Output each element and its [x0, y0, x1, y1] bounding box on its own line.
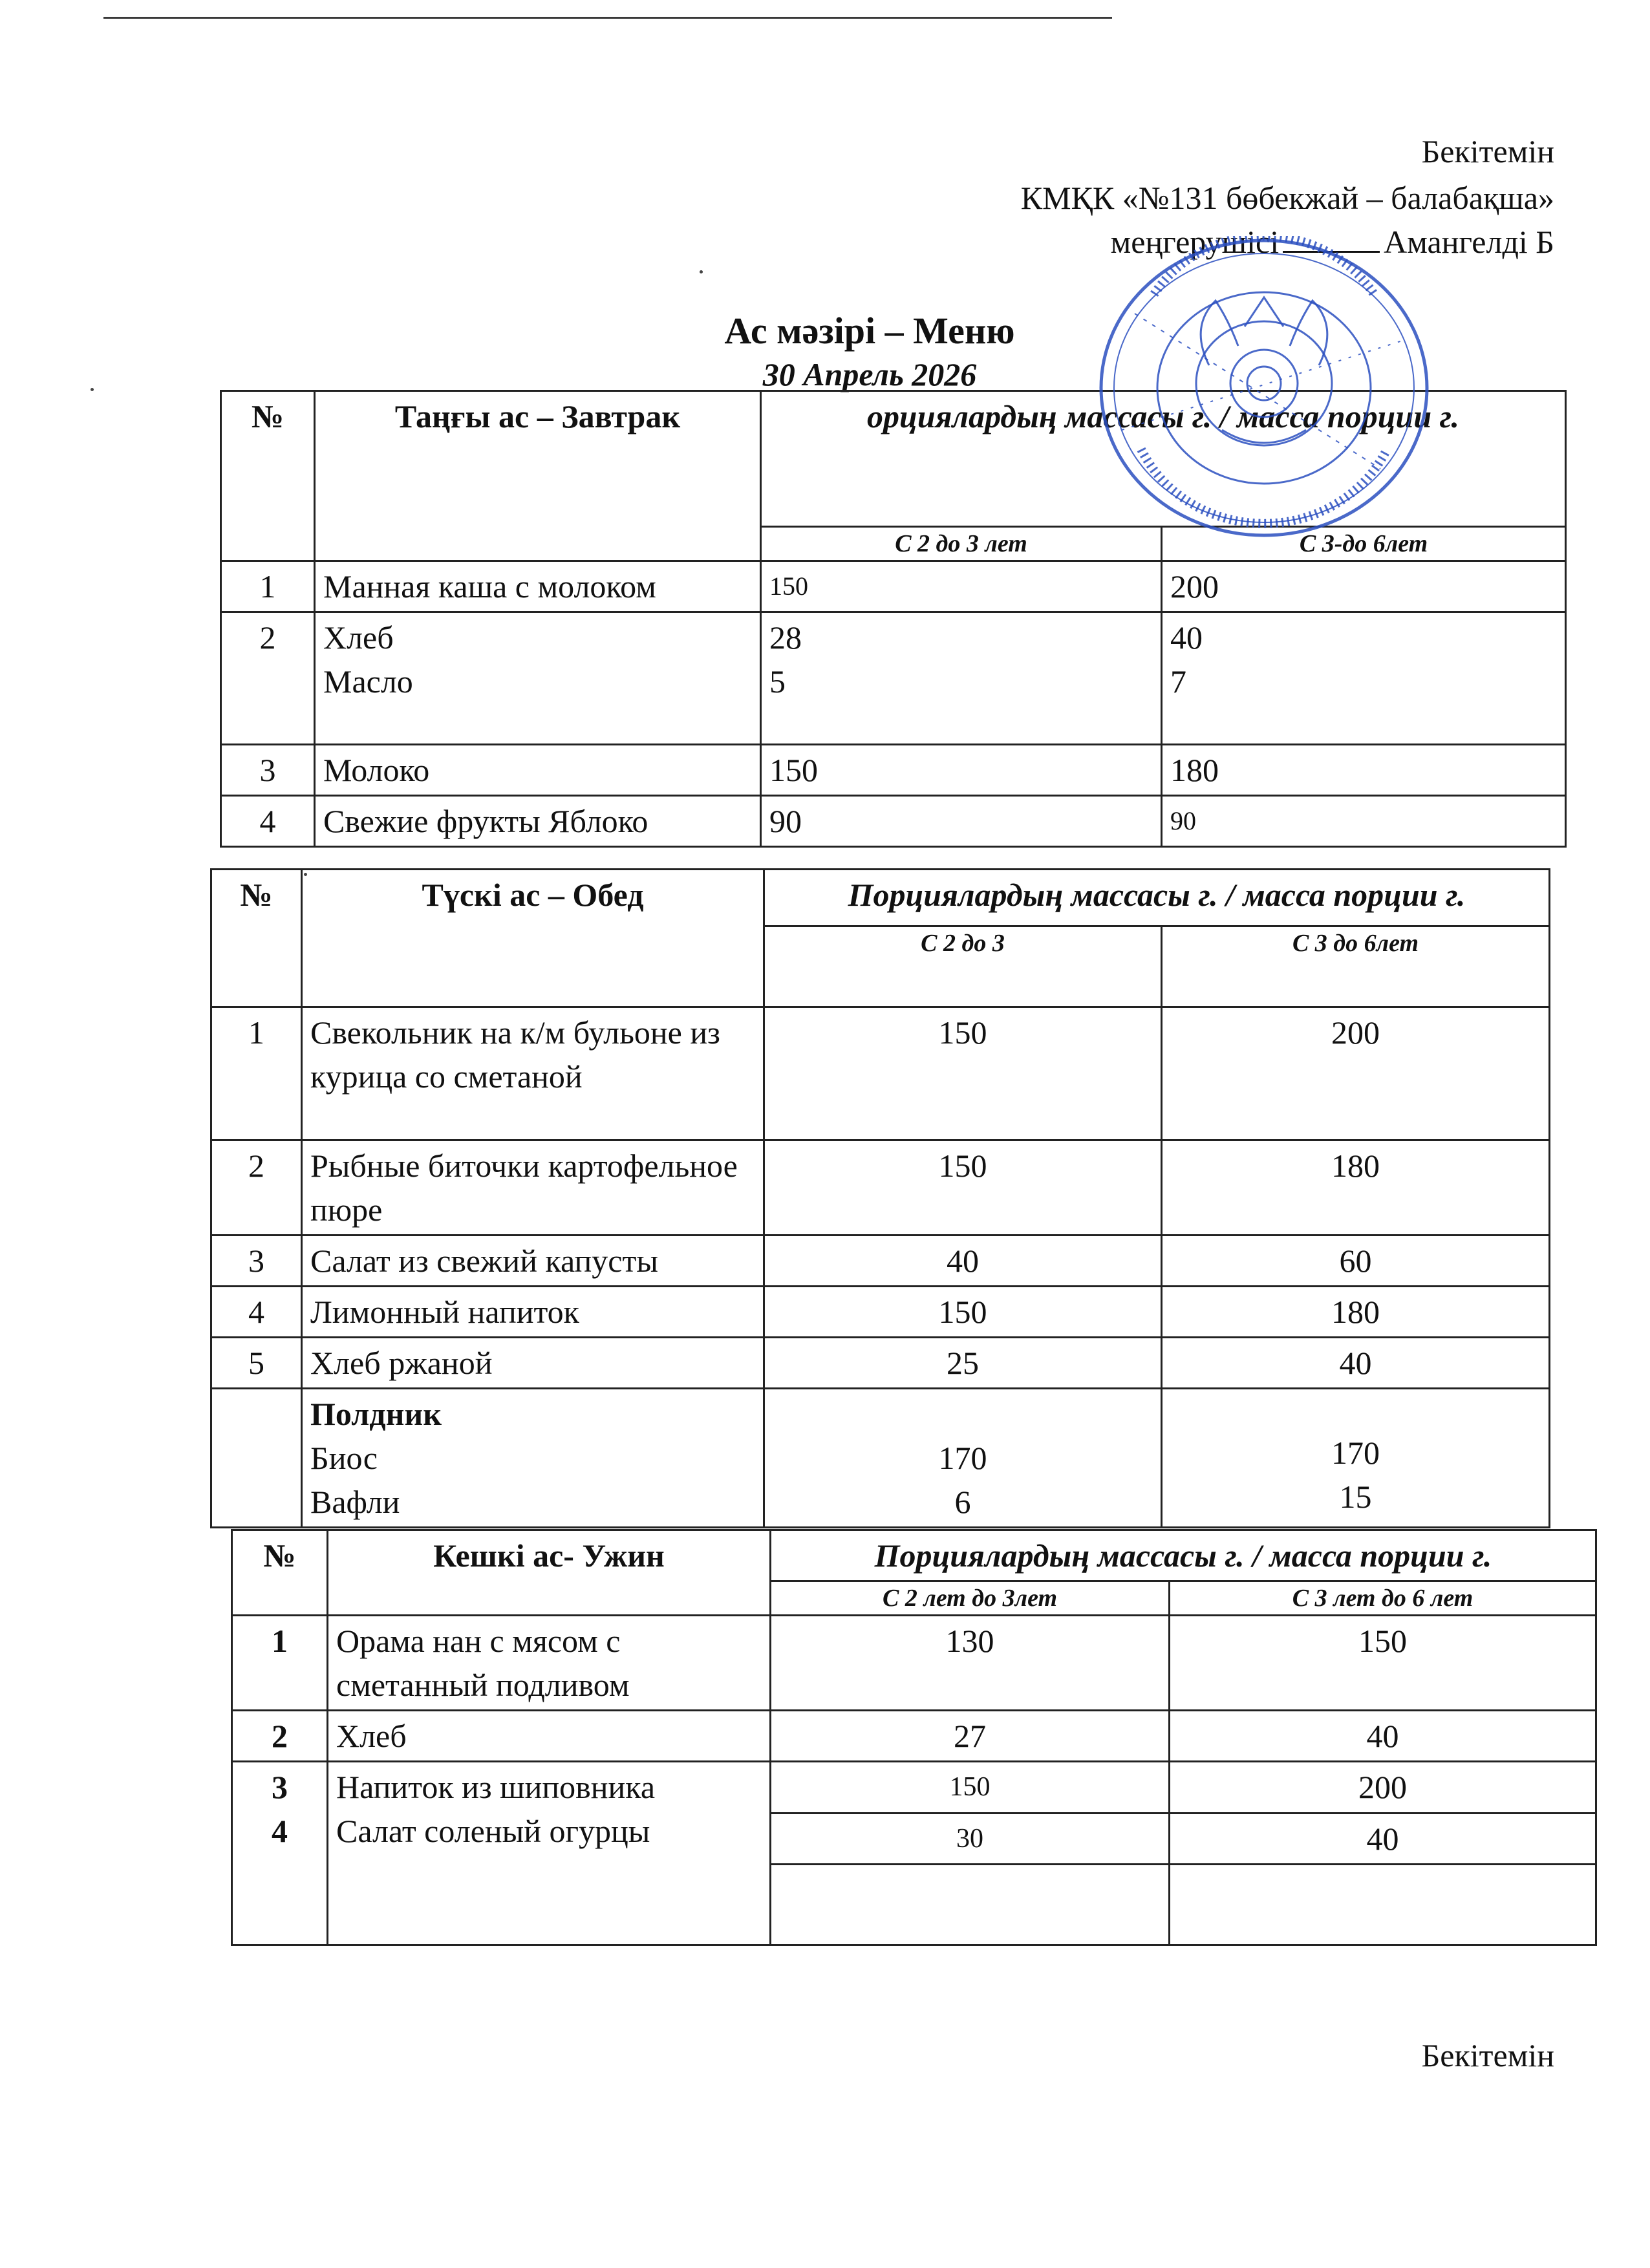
portion-cell [761, 612, 1162, 745]
table-row [211, 1287, 1550, 1338]
dish-name: Салат соленый огурцы [336, 1813, 650, 1849]
portion-cell [1162, 1389, 1550, 1528]
row-number-empty [211, 1389, 302, 1528]
breakfast-name-header: Таңғы ас – Завтрак [315, 391, 761, 561]
portion-value: 40 [1162, 1338, 1550, 1389]
row-number: 3 [272, 1769, 288, 1805]
dish-name: Биос [310, 1440, 378, 1476]
dish-name: Напиток из шиповника [336, 1769, 656, 1805]
footer-approve-label: Бекітемін [1421, 2037, 1554, 2073]
portion-value: 200 [1162, 561, 1566, 612]
portion-value: 180 [1162, 1140, 1550, 1236]
table-row [221, 561, 1566, 612]
portion-value: 150 [764, 1140, 1162, 1236]
portion-value: 170 [938, 1440, 987, 1476]
portion-cell [1162, 612, 1566, 745]
breakfast-no-header: № [221, 391, 315, 561]
lunch-table [210, 868, 1550, 1528]
dish-name: Манная каша с молоком [315, 561, 761, 612]
portion-value: 170 [1331, 1435, 1380, 1471]
portion-value: 90 [761, 796, 1162, 847]
empty-cell [771, 1865, 1170, 1945]
table-row [232, 1762, 1596, 1813]
row-number: 2 [232, 1711, 328, 1762]
portion-value: 40 [1170, 1711, 1596, 1762]
portion-value: 60 [1162, 1236, 1550, 1287]
dish-name: Масло [323, 663, 413, 700]
portion-value: 40 [764, 1236, 1162, 1287]
dish-name: Рыбные биточки картофельное пюре [302, 1140, 764, 1236]
snack-title: Полдник [310, 1396, 442, 1432]
dish-name: Вафли [310, 1484, 400, 1520]
row-number: 4 [221, 796, 315, 847]
scan-edge-line [103, 17, 1112, 19]
manager-label: меңгерушісі [1110, 224, 1280, 260]
manager-name: Амангелді Б [1384, 224, 1554, 260]
table-row [211, 1338, 1550, 1389]
official-stamp [1096, 236, 1432, 540]
portion-value: 40 [1170, 619, 1203, 656]
portion-value: 5 [769, 663, 786, 700]
row-number: 5 [211, 1338, 302, 1389]
row-number: 3 [211, 1236, 302, 1287]
table-row [221, 796, 1566, 847]
dinner-age-2: С 3 лет до 6 лет [1170, 1581, 1596, 1616]
table-row [232, 1711, 1596, 1762]
row-number: 1 [211, 1007, 302, 1140]
breakfast-age-2: С 3-до 6лет [1162, 527, 1566, 561]
scan-dot [700, 270, 703, 273]
dinner-name-header: Кешкі ас- Ужин [328, 1530, 771, 1616]
row-number: 2 [211, 1140, 302, 1236]
lunch-age-1: С 2 до 3 [764, 926, 1162, 1007]
portion-value: 30 [771, 1813, 1170, 1865]
table-row [221, 745, 1566, 796]
menu-date: 30 Апрель 2026 [762, 356, 977, 392]
breakfast-age-1: С 2 до 3 лет [761, 527, 1162, 561]
snack-row [211, 1389, 1550, 1528]
row-number: 1 [221, 561, 315, 612]
portion-value: 150 [761, 561, 1162, 612]
row-number: 1 [232, 1616, 328, 1711]
dinner-age-1: С 2 лет до 3лет [771, 1581, 1170, 1616]
dish-name: Хлеб ржаной [302, 1338, 764, 1389]
approve-label: Бекітемін [1421, 133, 1554, 169]
table-row [232, 1616, 1596, 1711]
portion-cell [764, 1389, 1162, 1528]
dish-name: Молоко [315, 745, 761, 796]
lunch-portion-header: Порциялардың массасы г. / масса порции г. [764, 870, 1550, 926]
lunch-name-header: Түскі ас – Обед [302, 870, 764, 1007]
dish-cell [315, 612, 761, 745]
dish-name: Хлеб [323, 619, 394, 656]
portion-value: 150 [764, 1007, 1162, 1140]
portion-value: 6 [954, 1484, 971, 1520]
table-row [211, 1007, 1550, 1140]
empty-cell [1170, 1865, 1596, 1945]
row-number: 2 [221, 612, 315, 745]
portion-value: 180 [1162, 745, 1566, 796]
table-row [211, 1140, 1550, 1236]
table-row [221, 612, 1566, 745]
dinner-portion-header: Порциялардың массасы г. / масса порции г. [771, 1530, 1596, 1581]
dish-name: Свежие фрукты Яблоко [315, 796, 761, 847]
table-row [211, 1236, 1550, 1287]
dish-cell [328, 1762, 771, 1945]
row-number: 4 [272, 1813, 288, 1849]
portion-value: 200 [1162, 1007, 1550, 1140]
dinner-table [231, 1529, 1597, 1946]
row-number: 4 [211, 1287, 302, 1338]
portion-value: 150 [1170, 1616, 1596, 1711]
portion-value: 130 [771, 1616, 1170, 1711]
snack-cell [302, 1389, 764, 1528]
portion-value: 27 [771, 1711, 1170, 1762]
lunch-no-header: № [211, 870, 302, 1007]
dish-name: Свекольник на к/м бульоне из курица со сметаной [302, 1007, 764, 1140]
portion-value: 28 [769, 619, 802, 656]
page-title: Ас мәзірі – Меню [724, 310, 1015, 352]
portion-value: 150 [771, 1762, 1170, 1813]
row-number: 3 [221, 745, 315, 796]
dish-name: Хлеб [328, 1711, 771, 1762]
organization-name: КМҚК «№131 бөбекжай – балабақша» [1020, 180, 1554, 216]
portion-value: 40 [1170, 1813, 1596, 1865]
dish-name: Салат из свежий капусты [302, 1236, 764, 1287]
row-number [232, 1762, 328, 1945]
lunch-age-2: С 3 до 6лет [1162, 926, 1550, 1007]
portion-value: 25 [764, 1338, 1162, 1389]
portion-value: 7 [1170, 663, 1186, 700]
portion-value: 200 [1170, 1762, 1596, 1813]
breakfast-portion-header: орциялардың массасы г. / масса порции г. [761, 391, 1566, 527]
portion-value: 150 [761, 745, 1162, 796]
dish-name: Лимонный напиток [302, 1287, 764, 1338]
portion-value: 180 [1162, 1287, 1550, 1338]
dinner-no-header: № [232, 1530, 328, 1616]
portion-value: 150 [764, 1287, 1162, 1338]
portion-value: 15 [1339, 1479, 1372, 1515]
portion-value: 90 [1162, 796, 1566, 847]
dish-name: Орама нан с мясом с сметанный подливом [328, 1616, 771, 1711]
